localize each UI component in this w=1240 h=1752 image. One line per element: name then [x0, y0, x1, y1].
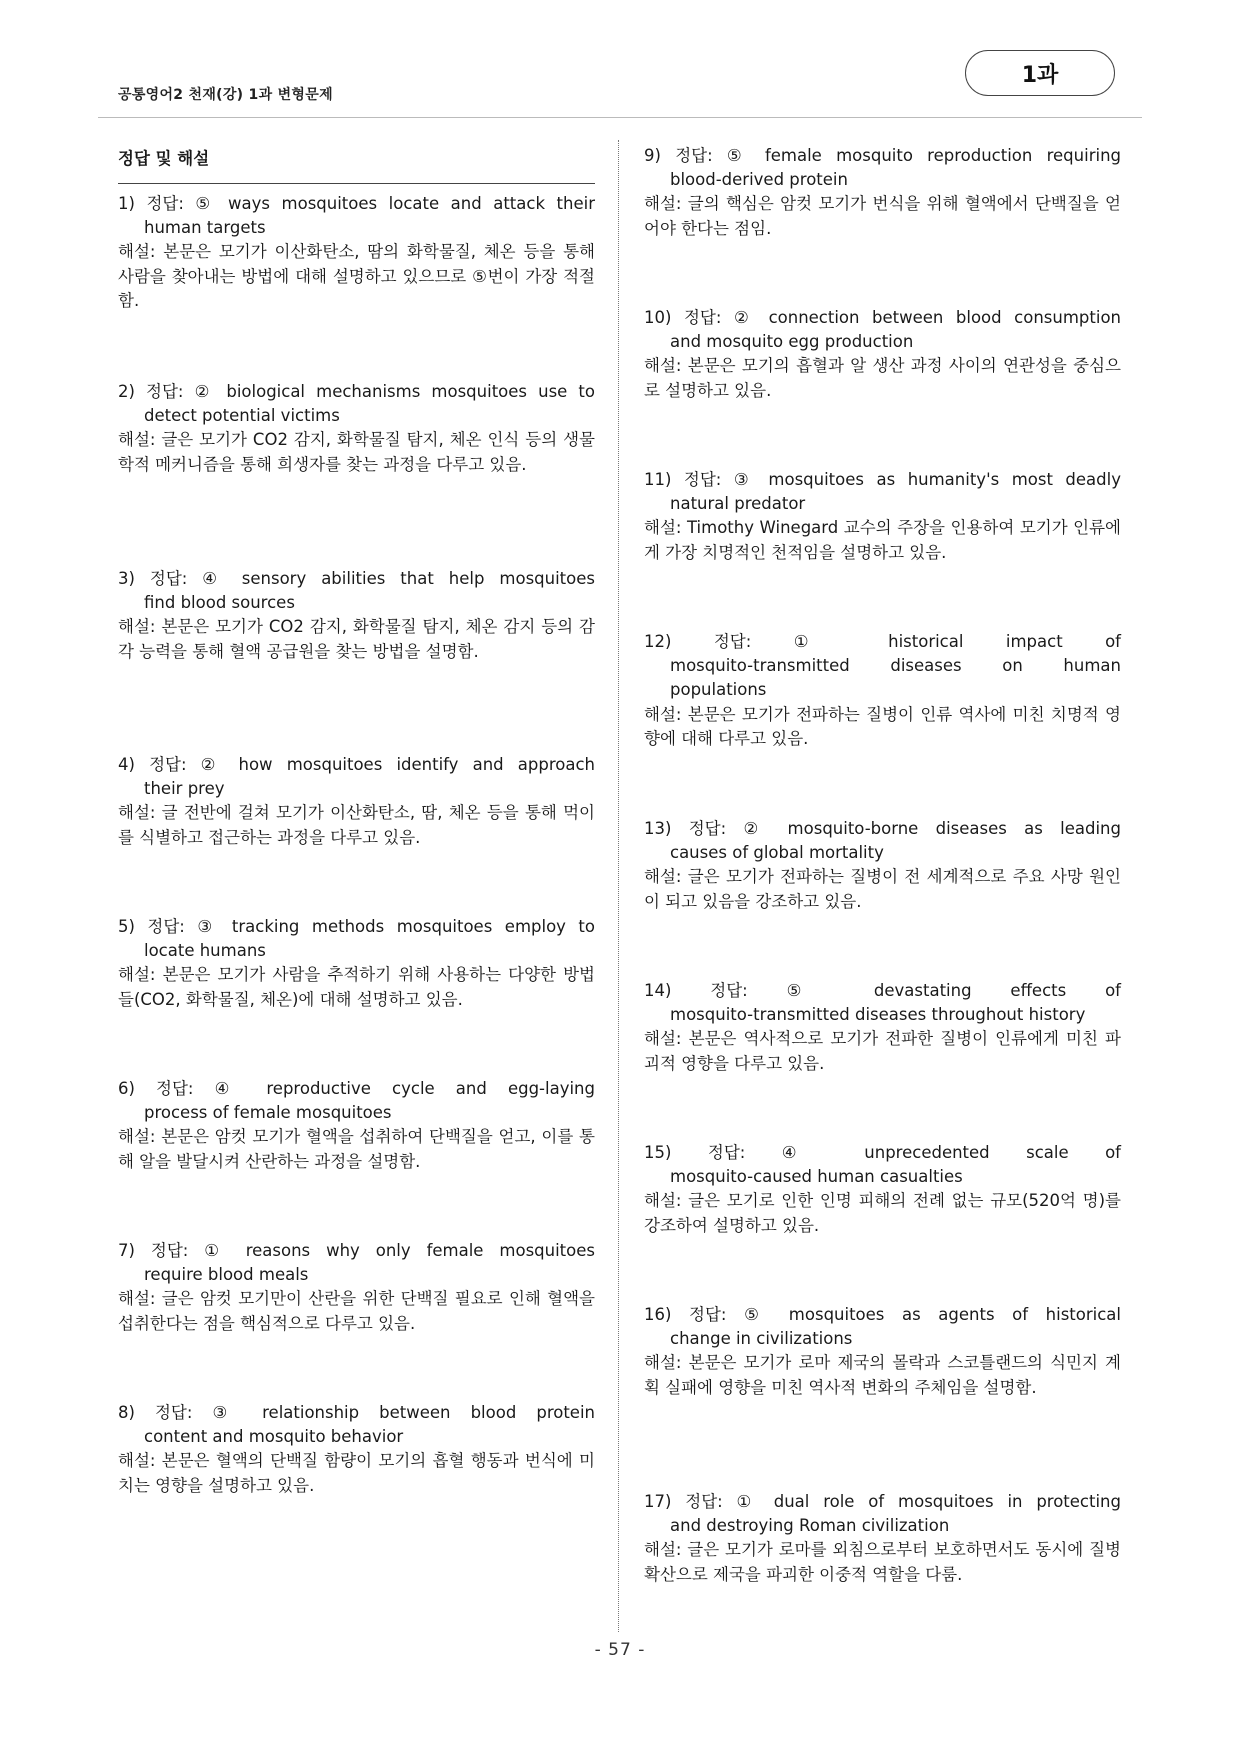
answer-line-cont: populations	[670, 680, 767, 700]
answer-line-cont: and mosquito egg production	[670, 332, 914, 352]
answer-line: 6) 정답: ④ reproductive cycle and egg-laying	[118, 1079, 595, 1098]
answer-line: 2) 정답: ② biological mechanisms mosquitoes use to	[118, 382, 595, 401]
answer-line: 14) 정답: ⑤ devastating effects of	[644, 981, 1121, 1000]
answer-item-12	[644, 630, 1121, 751]
explanation: 해설: 본문은 모기의 흡혈과 알 생산 과정 사이의 연관성을 중심으로 설명하고 있음.	[644, 356, 1121, 400]
answer-item-9	[644, 144, 1121, 241]
answer-item-8	[118, 1401, 595, 1498]
answer-line-cont: their prey	[144, 779, 225, 799]
header-divider	[98, 117, 1142, 118]
answer-line: 4) 정답: ② how mosquitoes identify and approach	[118, 755, 595, 774]
answer-line: 1) 정답: ⑤ ways mosquitoes locate and attack their	[118, 194, 595, 213]
explanation: 해설: 글은 모기가 전파하는 질병이 전 세계적으로 주요 사망 원인이 되고 있음을 강조하고 있음.	[644, 867, 1121, 911]
answer-line-cont: change in civilizations	[670, 1329, 853, 1349]
lesson-badge: 1과	[965, 50, 1115, 96]
section-heading: 정답 및 해설	[118, 149, 210, 168]
answer-item-3	[118, 567, 595, 664]
explanation: 해설: Timothy Winegard 교수의 주장을 인용하여 모기가 인류에게 가장 치명적인 천적임을 설명하고 있음.	[644, 518, 1121, 562]
explanation: 해설: 본문은 암컷 모기가 혈액을 섭취하여 단백질을 얻고, 이를 통해 알을 발달시켜 산란하는 과정을 설명함.	[118, 1127, 595, 1171]
explanation: 해설: 본문은 모기가 로마 제국의 몰락과 스코틀랜드의 식민지 계획 실패에 영향을 미친 역사적 변화의 주체임을 설명함.	[644, 1353, 1121, 1397]
answer-item-14	[644, 979, 1121, 1076]
answer-item-1	[118, 192, 595, 313]
explanation: 해설: 본문은 혈액의 단백질 함량이 모기의 흡혈 행동과 번식에 미치는 영향을 설명하고 있음.	[118, 1451, 595, 1495]
explanation: 해설: 글의 핵심은 암컷 모기가 번식을 위해 혈액에서 단백질을 얻어야 한다는 점임.	[644, 194, 1121, 238]
answer-item-4	[118, 753, 595, 850]
section-divider	[118, 183, 595, 184]
explanation: 해설: 본문은 모기가 CO2 감지, 화학물질 탐지, 체온 감지 등의 감각 능력을 통해 혈액 공급원을 찾는 방법을 설명함.	[118, 617, 595, 661]
explanation: 해설: 글은 모기가 CO2 감지, 화학물질 탐지, 체온 인식 등의 생물학적 메커니즘을 통해 희생자를 찾는 과정을 다루고 있음.	[118, 430, 595, 474]
explanation: 해설: 본문은 역사적으로 모기가 전파한 질병이 인류에게 미친 파괴적 영향을 다루고 있음.	[644, 1029, 1121, 1073]
answer-line-cont: mosquito-caused human casualties	[670, 1167, 963, 1187]
answer-line-cont: find blood sources	[144, 593, 295, 613]
answer-item-10	[644, 306, 1121, 403]
explanation: 해설: 본문은 모기가 사람을 추적하기 위해 사용하는 다양한 방법들(CO2, 화학물질, 체온)에 대해 설명하고 있음.	[118, 965, 595, 1009]
explanation: 해설: 글 전반에 걸쳐 모기가 이산화탄소, 땀, 체온 등을 통해 먹이를 식별하고 접근하는 과정을 다루고 있음.	[118, 803, 595, 847]
column-divider	[618, 140, 619, 1632]
page-number: - 57 -	[594, 1640, 646, 1660]
answer-line-cont: mosquito-transmitted diseases on human	[670, 656, 1121, 676]
answer-line-cont: require blood meals	[144, 1265, 309, 1285]
answer-item-2	[118, 380, 595, 477]
answer-line: 17) 정답: ① dual role of mosquitoes in protecting	[644, 1492, 1121, 1511]
explanation: 해설: 본문은 모기가 이산화탄소, 땀의 화학물질, 체온 등을 통해 사람을 찾아내는 방법에 대해 설명하고 있으므로 ⑤번이 가장 적절함.	[118, 242, 595, 310]
answer-line: 12) 정답: ① historical impact of	[644, 632, 1121, 651]
answer-line: 7) 정답: ① reasons why only female mosquitoes	[118, 1241, 595, 1260]
answer-line-cont: causes of global mortality	[670, 843, 884, 863]
answer-item-7	[118, 1239, 595, 1336]
answer-item-6	[118, 1077, 595, 1174]
answer-item-15	[644, 1141, 1121, 1238]
answer-line: 15) 정답: ④ unprecedented scale of	[644, 1143, 1121, 1162]
answer-line: 3) 정답: ④ sensory abilities that help mosquitoes	[118, 569, 595, 588]
answer-item-11	[644, 468, 1121, 565]
answer-line: 8) 정답: ③ relationship between blood protein	[118, 1403, 595, 1422]
explanation: 해설: 본문은 모기가 전파하는 질병이 인류 역사에 미친 치명적 영향에 대해 다루고 있음.	[644, 704, 1121, 748]
answer-item-13	[644, 817, 1121, 914]
explanation: 해설: 글은 모기로 인한 인명 피해의 전례 없는 규모(520억 명)를 강조하여 설명하고 있음.	[644, 1191, 1121, 1235]
answer-line: 16) 정답: ⑤ mosquitoes as agents of historical	[644, 1305, 1121, 1324]
answer-line: 5) 정답: ③ tracking methods mosquitoes employ to	[118, 917, 595, 936]
explanation: 해설: 글은 모기가 로마를 외침으로부터 보호하면서도 동시에 질병 확산으로 제국을 파괴한 이중적 역할을 다룸.	[644, 1540, 1121, 1584]
answer-line-cont: process of female mosquitoes	[144, 1103, 392, 1123]
answer-line-cont: detect potential victims	[144, 406, 340, 426]
answer-line-cont: locate humans	[144, 941, 266, 961]
header-title: 공통영어2 천재(강) 1과 변형문제	[118, 87, 333, 103]
answer-line: 10) 정답: ② connection between blood consumption	[644, 308, 1121, 327]
answer-line-cont: blood-derived protein	[670, 170, 848, 190]
explanation: 해설: 글은 암컷 모기만이 산란을 위한 단백질 필요로 인해 혈액을 섭취한다는 점을 핵심적으로 다루고 있음.	[118, 1289, 595, 1333]
answer-line-cont: mosquito-transmitted diseases throughout history	[670, 1005, 1086, 1025]
answer-line: 9) 정답: ⑤ female mosquito reproduction requiring	[644, 146, 1121, 165]
answer-item-5	[118, 915, 595, 1012]
answer-line-cont: and destroying Roman civilization	[670, 1516, 950, 1536]
answer-item-17	[644, 1490, 1121, 1587]
answer-line-cont: human targets	[144, 218, 266, 238]
answer-item-16	[644, 1303, 1121, 1400]
answer-line: 13) 정답: ② mosquito-borne diseases as leading	[644, 819, 1121, 838]
answer-line-cont: content and mosquito behavior	[144, 1427, 404, 1447]
answer-line: 11) 정답: ③ mosquitoes as humanity's most deadly	[644, 470, 1121, 489]
answer-line-cont: natural predator	[670, 494, 806, 514]
